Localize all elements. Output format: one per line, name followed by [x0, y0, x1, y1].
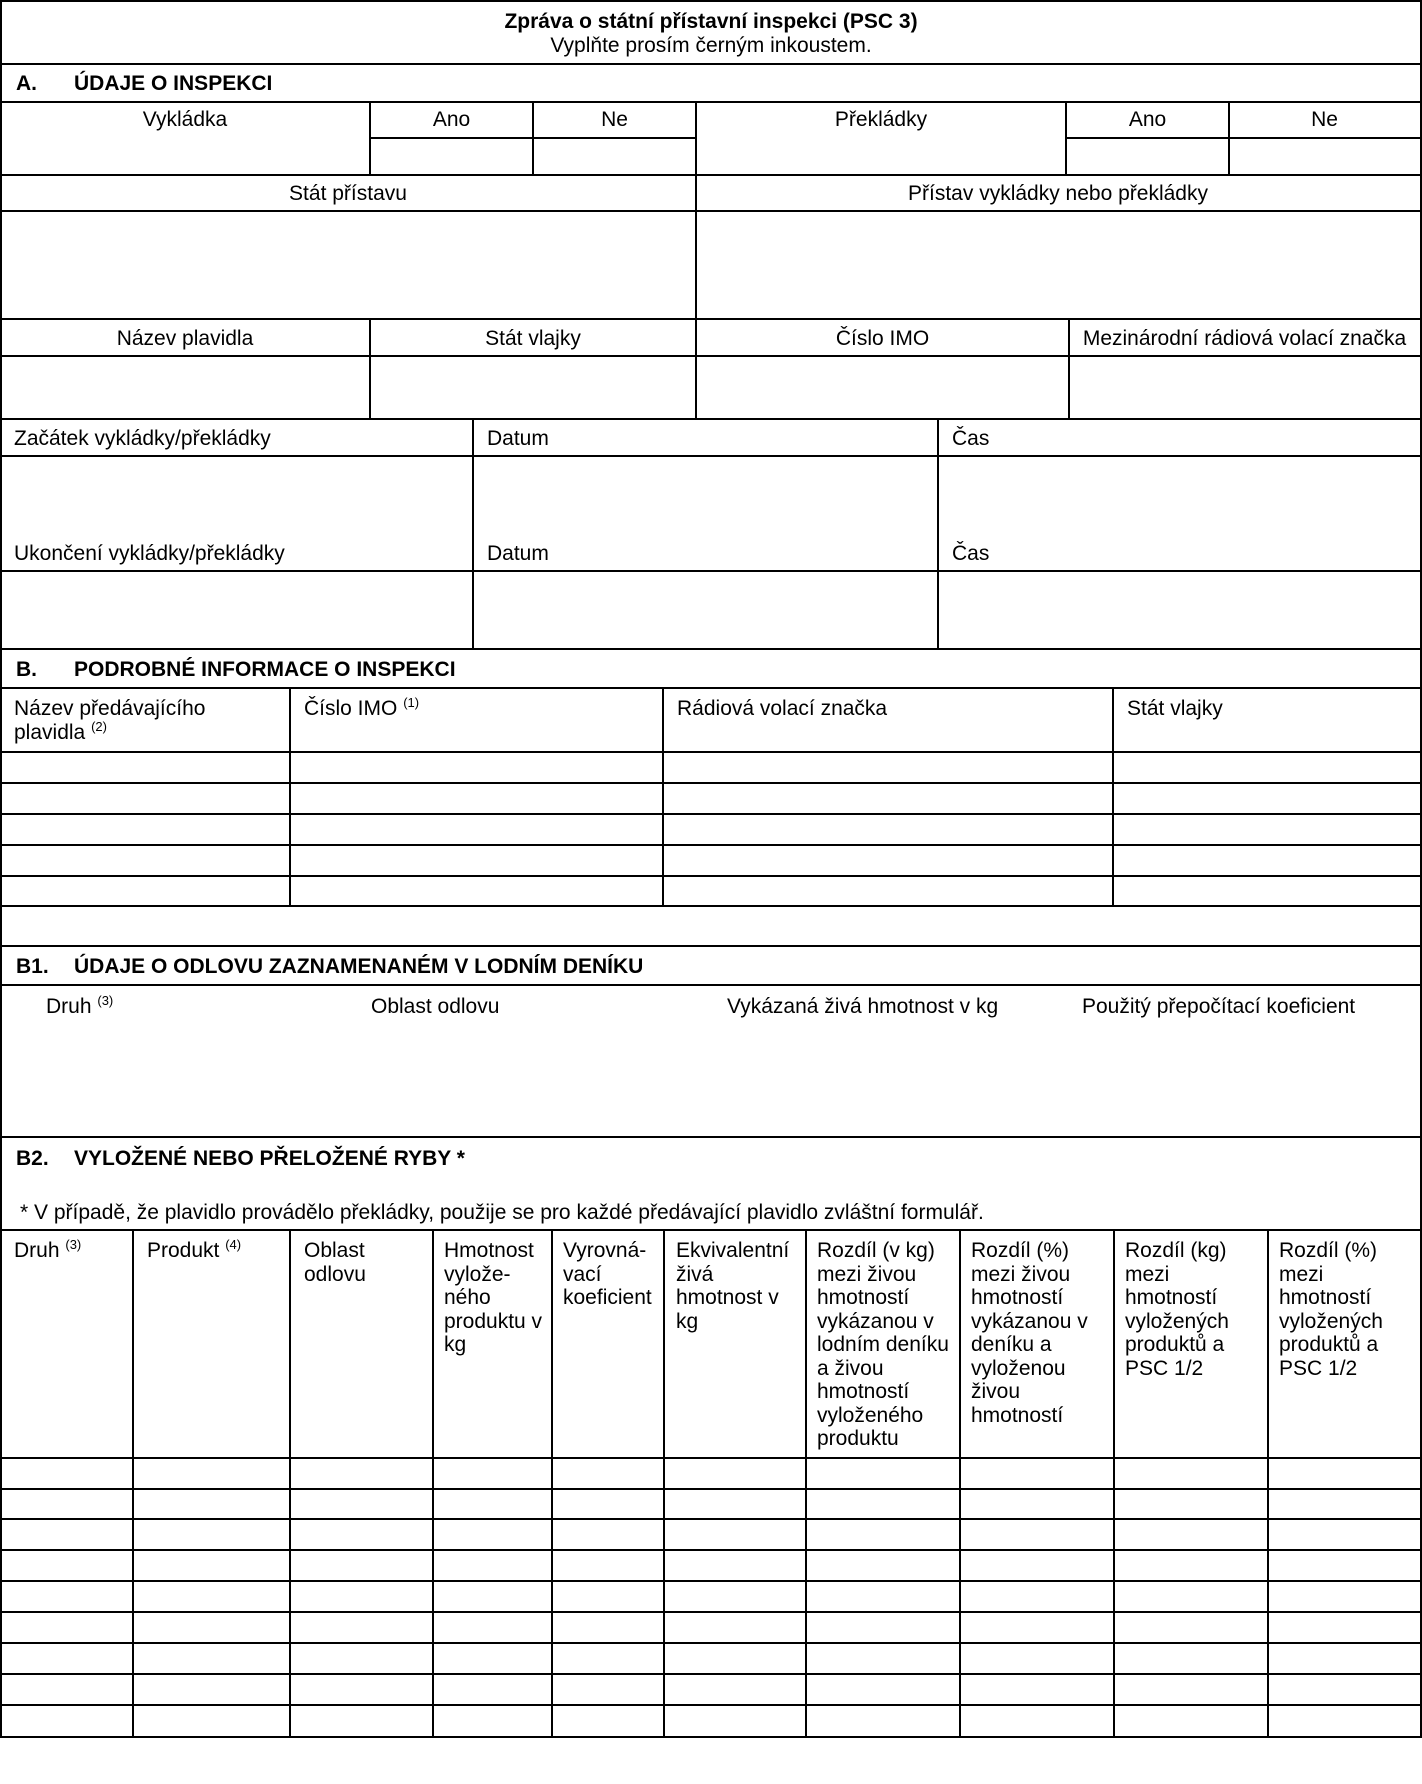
section-b-title: PODROBNÉ INFORMACE O INSPEKCI [74, 658, 456, 681]
divider [289, 1229, 291, 1738]
b2-col-vyrovnavaci: Vyrovná-vací koeficient [563, 1239, 652, 1309]
divider [0, 1673, 1422, 1675]
zacatek-datum-field[interactable] [474, 457, 937, 533]
divider [0, 1642, 1422, 1644]
section-b1-number: B1. [16, 955, 49, 978]
border-top [0, 0, 1422, 2]
vykladka-ano-box[interactable] [371, 139, 532, 174]
label-nazev-predavajiciho-text: Název předávajícího plavidla [14, 697, 206, 744]
b2-col-oblast: Oblast odlovu [304, 1239, 366, 1286]
label-pristav: Přístav vykládky nebo překládky [908, 182, 1208, 205]
divider [0, 687, 1422, 689]
b2-col-druh-text: Druh [14, 1239, 60, 1262]
label-b-cislo-imo [290, 693, 663, 751]
divider [0, 751, 1422, 753]
divider [551, 1229, 553, 1738]
divider [0, 1488, 1422, 1490]
footnote-ref-1: (1) [403, 695, 420, 710]
divider [1267, 1229, 1269, 1738]
stat-pristavu-field[interactable] [2, 212, 695, 318]
b2-col-druh [0, 1235, 133, 1457]
b2-col-hmotnost: Hmotnost vylože-ného produktu v kg [444, 1239, 543, 1356]
vykladka-ne-box[interactable] [534, 139, 695, 174]
b2-col-produkt-text: Produkt [147, 1239, 220, 1262]
label-b-radiova-znacka: Rádiová volací značka [677, 697, 888, 720]
divider [0, 1229, 1422, 1231]
label-vykladka-ano: Ano [432, 108, 471, 131]
border-bottom [0, 1736, 1422, 1738]
divider [663, 1229, 665, 1738]
pristav-field[interactable] [697, 212, 1420, 318]
divider [0, 1457, 1422, 1459]
ukonceni-cas-field[interactable] [939, 572, 1420, 648]
prekladky-ano-box[interactable] [1067, 139, 1228, 174]
section-b-number: B. [16, 658, 37, 681]
label-nazev-plavidla: Název plavidla [116, 327, 254, 350]
label-zacatek: Začátek vykládky/překládky [14, 427, 271, 450]
divider [432, 1229, 434, 1738]
label-zacatek-datum: Datum [487, 427, 549, 450]
label-ukonceni-datum: Datum [487, 542, 549, 565]
cislo-imo-field[interactable] [697, 357, 1068, 418]
divider [0, 418, 1422, 420]
divider [0, 63, 1422, 65]
divider [0, 875, 1422, 877]
label-ukonceni: Ukončení vykládky/překládky [14, 542, 285, 565]
section-a-title: ÚDAJE O INSPEKCI [74, 72, 273, 95]
ukonceni-field[interactable] [2, 572, 472, 648]
divider [0, 1580, 1422, 1582]
label-cislo-imo: Číslo IMO [835, 327, 930, 350]
b2-col-rozdil-pct-denik: Rozdíl (%) mezi živou hmotností vykázanou v deníku a vyloženou živou hmotností [971, 1239, 1088, 1427]
stat-vlajky-field[interactable] [371, 357, 695, 418]
label-b1-oblast: Oblast odlovu [371, 995, 500, 1018]
divider [0, 905, 1422, 907]
divider [0, 1611, 1422, 1613]
divider [289, 687, 291, 907]
section-b1-title: ÚDAJE O ODLOVU ZAZNAMENANÉM V LODNÍM DENÍKU [74, 955, 644, 978]
label-vykladka: Vykládka [142, 108, 228, 131]
divider [805, 1229, 807, 1738]
b2-col-rozdil-kg-denik: Rozdíl (v kg) mezi živou hmotností vykázanou v lodním deníku a živou hmotností vyloženého produktu [817, 1239, 949, 1450]
divider [0, 782, 1422, 784]
divider [0, 1518, 1422, 1520]
label-nazev-predavajiciho [0, 693, 290, 751]
label-ukonceni-cas: Čas [952, 542, 990, 565]
section-b2-title: VYLOŽENÉ NEBO PŘELOŽENÉ RYBY * [74, 1147, 465, 1170]
divider [132, 1229, 134, 1738]
divider [0, 318, 1422, 320]
divider [0, 813, 1422, 815]
radiova-znacka-field[interactable] [1070, 357, 1420, 418]
label-b1-koeficient: Použitý přepočítací koeficient [1082, 995, 1356, 1018]
divider [1113, 1229, 1115, 1738]
label-prekladky: Překládky [834, 108, 928, 131]
zacatek-field[interactable] [2, 457, 472, 533]
label-b1-druh [32, 991, 352, 1023]
prekladky-ne-box[interactable] [1230, 139, 1420, 174]
label-b-stat-vlajky: Stát vlajky [1127, 697, 1223, 720]
label-zacatek-cas: Čas [952, 427, 990, 450]
footnote-ref-3: (3) [97, 993, 114, 1008]
divider [662, 687, 664, 907]
divider [0, 844, 1422, 846]
zacatek-cas-field[interactable] [939, 457, 1420, 533]
b2-col-produkt [133, 1235, 290, 1457]
divider [0, 1704, 1422, 1706]
section-a-number: A. [16, 72, 37, 95]
divider [959, 1229, 961, 1738]
footnote-ref-3: (3) [65, 1237, 82, 1252]
label-vykladka-ne: Ne [601, 108, 628, 131]
footnote-ref-4: (4) [225, 1237, 242, 1252]
divider [0, 648, 1422, 650]
form-subtitle: Vyplňte prosím černým inkoustem. [550, 34, 872, 57]
b2-col-rozdil-kg-psc: Rozdíl (kg) mezi hmotností vyložených produktů a PSC 1/2 [1125, 1239, 1229, 1380]
section-b1-heading [0, 951, 1422, 981]
divider [0, 984, 1422, 986]
section-b2-heading [0, 1143, 1422, 1173]
section-b2-number: B2. [16, 1147, 49, 1170]
label-b1-druh-text: Druh [46, 995, 92, 1018]
b1-data-area[interactable] [2, 1026, 1420, 1134]
b2-col-ekvivalentni: Ekvivalentní živá hmotnost v kg [676, 1239, 790, 1333]
b2-col-rozdil-pct-psc: Rozdíl (%) mezi hmotností vyložených produktů a PSC 1/2 [1279, 1239, 1383, 1380]
section-b2-footnote: * V případě, že plavidlo provádělo překládky, použije se pro každé předávající plavidlo zvláštní formulář. [20, 1201, 984, 1224]
divider [0, 1549, 1422, 1551]
nazev-plavidla-field[interactable] [2, 357, 369, 418]
divider [0, 174, 1422, 176]
divider [0, 101, 1422, 103]
label-b1-hmotnost: Vykázaná živá hmotnost v kg [727, 995, 999, 1018]
divider [0, 945, 1422, 947]
form-title: Zpráva o státní přístavní inspekci (PSC 3) [504, 10, 918, 33]
label-prekladky-ano: Ano [1128, 108, 1167, 131]
footnote-ref-2: (2) [91, 719, 107, 734]
form-header [0, 8, 1422, 60]
label-b-cislo-imo-text: Číslo IMO [304, 697, 398, 720]
label-stat-pristavu: Stát přístavu [289, 182, 407, 205]
divider [1112, 687, 1114, 907]
label-prekladky-ne: Ne [1311, 108, 1338, 131]
section-b-heading [0, 654, 1422, 684]
label-stat-vlajky: Stát vlajky [485, 327, 581, 350]
section-a-heading [0, 68, 1422, 98]
ukonceni-datum-field[interactable] [474, 572, 937, 648]
label-radiova-znacka: Mezinárodní rádiová volací značka [1082, 327, 1407, 350]
divider [0, 1136, 1422, 1138]
